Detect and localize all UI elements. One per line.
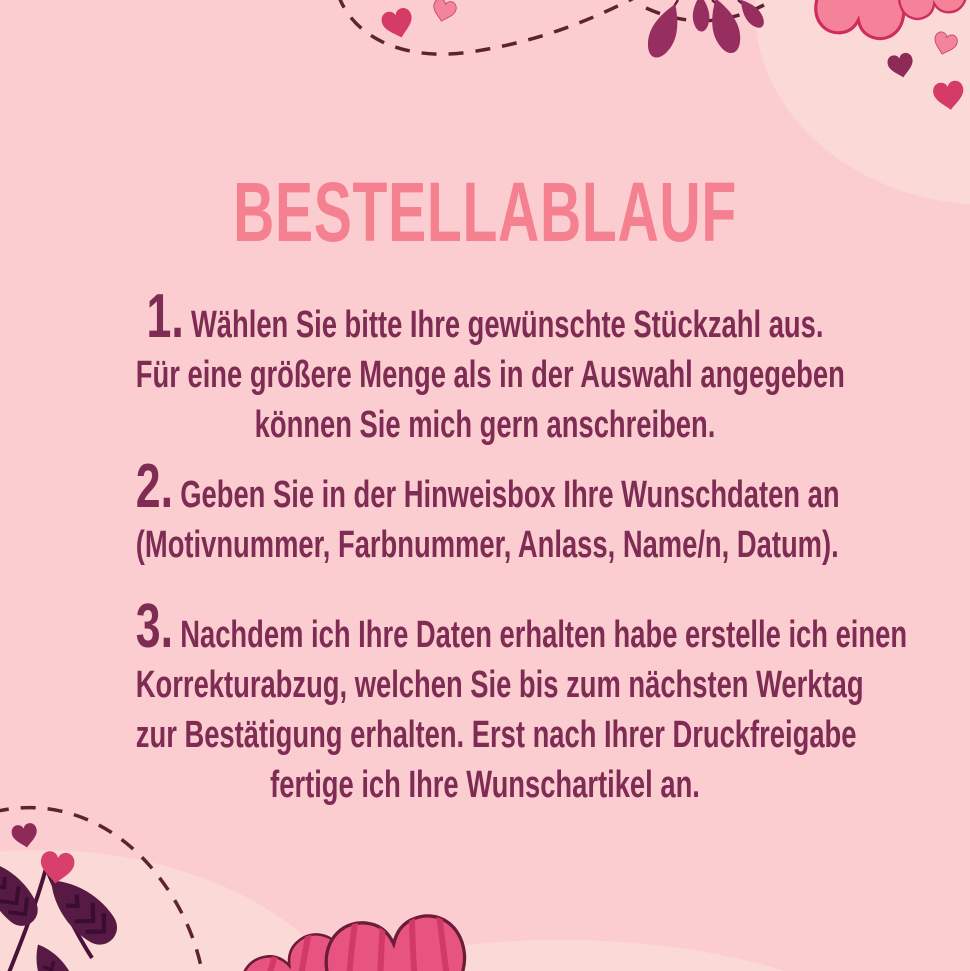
heart-icon: [380, 6, 417, 41]
step-3-line-2: Korrekturabzug, welchen Sie bis zum nächsten Werktag: [135, 664, 864, 706]
dashed-curve-bottom-icon: [0, 808, 203, 971]
leaf-icons-top: [642, 0, 768, 62]
step-2-line-2: (Motivnummer, Farbnummer, Anlass, Name/n, Datum).: [135, 524, 839, 566]
plant-icon-bottom-left: [0, 822, 125, 971]
heart-icon: [886, 52, 916, 80]
step-3-number: 3.: [135, 592, 174, 661]
step-1-line-2: Für eine größere Menge als in der Auswahl angegeben: [135, 354, 845, 396]
dashed-curve-top-icon: [338, 0, 764, 54]
heart-icon: [11, 822, 40, 850]
heart-icons-bottom-middle: [232, 882, 474, 971]
page-title: BESTELLABLAUF: [233, 165, 737, 259]
step-2-text: Geben Sie in der Hinweisbox Ihre Wunschdaten an: [180, 474, 840, 516]
step-2: [135, 452, 840, 570]
heart-icon: [39, 850, 76, 885]
flower-icon: [813, 0, 970, 42]
step-3-line-1: [135, 592, 908, 661]
step-3: [135, 592, 908, 810]
step-1: [135, 282, 845, 450]
step-2-line-1: [135, 452, 840, 521]
heart-icon: [430, 0, 457, 24]
step-3-line-4: fertige ich Ihre Wunschartikel an.: [270, 764, 700, 806]
step-1-number: 1.: [146, 282, 184, 351]
heart-icon: [932, 80, 966, 112]
step-1-line-1: [136, 282, 834, 351]
step-1-line-3: können Sie mich gern anschreiben.: [254, 404, 716, 446]
step-1-text: Wählen Sie bitte Ihre gewünschte Stückzahl aus.: [190, 304, 824, 346]
heart-icon: [931, 31, 959, 58]
step-3-line-3: zur Bestätigung erhalten. Erst nach Ihrer Druckfreigabe: [135, 714, 857, 756]
step-2-number: 2.: [135, 452, 174, 521]
step-3-text: Nachdem ich Ihre Daten erhalten habe erstelle ich einen: [180, 614, 908, 656]
